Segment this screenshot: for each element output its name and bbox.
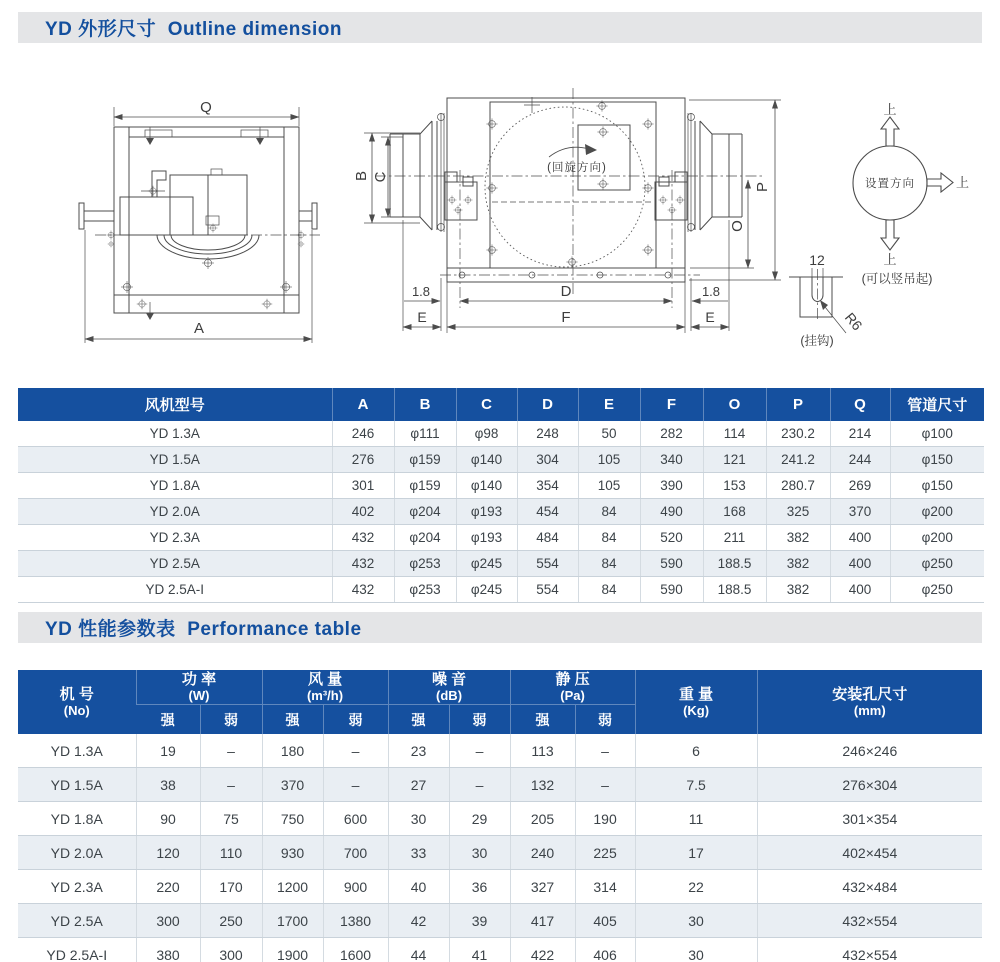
perf-cell: YD 1.3A <box>18 734 136 768</box>
orientation-center-label: 设置方向 <box>865 178 915 190</box>
perf-cell: 11 <box>635 802 757 836</box>
perf-col-power <box>136 670 262 705</box>
dim-cell: 241.2 <box>766 447 830 473</box>
perf-cell: 1600 <box>323 938 388 962</box>
dim-cell: 432 <box>332 551 394 577</box>
dim-col-header: B <box>394 388 456 421</box>
front-view-drawing <box>353 88 781 333</box>
performance-table-header <box>18 670 982 734</box>
dim-cell: 188.5 <box>703 551 766 577</box>
dim-cell: φ253 <box>394 551 456 577</box>
dim-cell: 84 <box>578 525 640 551</box>
perf-cell: 180 <box>262 734 323 768</box>
perf-cell: 30 <box>449 836 510 870</box>
section-title-outline <box>18 12 982 43</box>
dim-cell: φ204 <box>394 525 456 551</box>
perf-col-weight-unit: (Kg) <box>683 703 710 718</box>
dim-cell: 400 <box>830 525 890 551</box>
perf-cell: 29 <box>449 802 510 836</box>
dimension-table <box>18 388 984 603</box>
perf-cell: 600 <box>323 802 388 836</box>
perf-cell: – <box>449 734 510 768</box>
dim-cell: φ159 <box>394 473 456 499</box>
perf-cell: 314 <box>575 870 635 904</box>
perf-cell: 301×354 <box>757 802 982 836</box>
perf-cell: 1900 <box>262 938 323 962</box>
dim-cell: 244 <box>830 447 890 473</box>
perf-cell: 1200 <box>262 870 323 904</box>
dim-col-header: O <box>703 388 766 421</box>
perf-cell: – <box>575 768 635 802</box>
perf-col-weight-label: 重 量 <box>678 686 714 703</box>
dim-cell: φ245 <box>456 577 517 603</box>
perf-col-airflow-unit: (m³/h) <box>306 688 344 703</box>
perf-cell: 6 <box>635 734 757 768</box>
dim-header-row <box>18 388 984 421</box>
dim-label-f: F <box>561 309 571 326</box>
dim-cell: φ250 <box>890 577 984 603</box>
perf-cell: YD 1.5A <box>18 768 136 802</box>
perf-col-model-label: 机 号 <box>59 686 94 703</box>
dim-cell: 114 <box>703 421 766 447</box>
dim-cell: 269 <box>830 473 890 499</box>
perf-col-noise <box>388 670 510 705</box>
perf-cell: 205 <box>510 802 575 836</box>
dim-label-d: D <box>560 283 572 300</box>
perf-cell: 41 <box>449 938 510 962</box>
end-view-drawing <box>79 99 320 343</box>
perf-cell: 422 <box>510 938 575 962</box>
dim-cell: 282 <box>640 421 703 447</box>
dim-cell: 153 <box>703 473 766 499</box>
perf-cell: 402×454 <box>757 836 982 870</box>
dim-cell: φ193 <box>456 525 517 551</box>
dim-cell: 554 <box>517 551 578 577</box>
dim-cell: 248 <box>517 421 578 447</box>
perf-row <box>18 802 982 836</box>
orientation-right-label: 上 <box>956 175 970 190</box>
dim-label-gap-right: 1.8 <box>701 284 721 299</box>
up-arrow-icon <box>881 117 899 146</box>
perf-cell: 39 <box>449 904 510 938</box>
perf-cell: 17 <box>635 836 757 870</box>
dim-cell: φ250 <box>890 551 984 577</box>
dim-cell: 50 <box>578 421 640 447</box>
dim-label-e-left: E <box>417 309 427 325</box>
dim-cell: 121 <box>703 447 766 473</box>
dim-cell: 280.7 <box>766 473 830 499</box>
perf-col-model <box>18 670 136 734</box>
perf-col-power-unit: (W) <box>188 688 210 703</box>
perf-cell: 75 <box>200 802 262 836</box>
dim-cell: φ200 <box>890 525 984 551</box>
dim-cell: YD 2.5A <box>18 551 332 577</box>
perf-cell: 44 <box>388 938 449 962</box>
perf-cell: 370 <box>262 768 323 802</box>
dim-cell: 340 <box>640 447 703 473</box>
dim-cell: φ100 <box>890 421 984 447</box>
dim-cell: 382 <box>766 551 830 577</box>
perf-cell: 1380 <box>323 904 388 938</box>
perf-cell: YD 2.5A-I <box>18 938 136 962</box>
dim-cell: 400 <box>830 551 890 577</box>
perf-cell: 170 <box>200 870 262 904</box>
perf-sub-header: 弱 <box>200 705 262 735</box>
dim-cell: 354 <box>517 473 578 499</box>
dim-row <box>18 551 984 577</box>
dim-cell: YD 1.8A <box>18 473 332 499</box>
dim-cell: 276 <box>332 447 394 473</box>
perf-cell: 42 <box>388 904 449 938</box>
perf-cell: 900 <box>323 870 388 904</box>
perf-row <box>18 734 982 768</box>
perf-cell: 19 <box>136 734 200 768</box>
dim-row <box>18 473 984 499</box>
right-arrow-icon <box>927 173 953 192</box>
perf-cell: 132 <box>510 768 575 802</box>
perf-cell: 432×484 <box>757 870 982 904</box>
dim-cell: 454 <box>517 499 578 525</box>
perf-cell: 23 <box>388 734 449 768</box>
perf-sub-header: 弱 <box>323 705 388 735</box>
perf-row <box>18 938 982 962</box>
dim-cell: 590 <box>640 551 703 577</box>
perf-cell: 7.5 <box>635 768 757 802</box>
dim-cell: 304 <box>517 447 578 473</box>
dim-cell: 432 <box>332 577 394 603</box>
dim-cell: 211 <box>703 525 766 551</box>
dim-cell: YD 2.3A <box>18 525 332 551</box>
dim-col-header: E <box>578 388 640 421</box>
perf-cell: 276×304 <box>757 768 982 802</box>
perf-cell: – <box>449 768 510 802</box>
perf-col-weight <box>635 670 757 734</box>
dim-cell: 188.5 <box>703 577 766 603</box>
perf-col-pressure-unit: (Pa) <box>560 688 585 703</box>
dim-col-header: Q <box>830 388 890 421</box>
perf-sub-header: 弱 <box>575 705 635 735</box>
dim-cell: φ200 <box>890 499 984 525</box>
dim-cell: YD 2.5A-I <box>18 577 332 603</box>
perf-row <box>18 904 982 938</box>
dim-cell: φ140 <box>456 473 517 499</box>
perf-cell: 930 <box>262 836 323 870</box>
dim-cell: φ245 <box>456 551 517 577</box>
perf-sub-header: 强 <box>262 705 323 735</box>
dim-cell: 402 <box>332 499 394 525</box>
perf-cell: 432×554 <box>757 904 982 938</box>
dim-label-p: P <box>754 181 771 193</box>
dim-cell: 520 <box>640 525 703 551</box>
dim-label-o: O <box>729 220 746 232</box>
dimension-table-header <box>18 388 984 421</box>
dim-cell: 432 <box>332 525 394 551</box>
perf-cell: 30 <box>635 938 757 962</box>
perf-cell: 40 <box>388 870 449 904</box>
perf-cell: 225 <box>575 836 635 870</box>
dim-cell: φ159 <box>394 447 456 473</box>
hook-width-dim: 12 <box>809 252 825 268</box>
perf-sub-header: 强 <box>388 705 449 735</box>
dim-cell: 325 <box>766 499 830 525</box>
dim-cell: φ253 <box>394 577 456 603</box>
down-arrow-icon <box>881 220 899 250</box>
perf-cell: 30 <box>388 802 449 836</box>
perf-cell: YD 2.0A <box>18 836 136 870</box>
performance-table-body <box>18 734 982 962</box>
dim-col-header: 管道尺寸 <box>890 388 984 421</box>
perf-cell: – <box>200 768 262 802</box>
perf-cell: 246×246 <box>757 734 982 768</box>
perf-cell: 380 <box>136 938 200 962</box>
perf-col-mounting-label: 安装孔尺寸 <box>832 686 908 703</box>
dim-row <box>18 525 984 551</box>
technical-drawings <box>0 50 1000 365</box>
dim-cell: φ111 <box>394 421 456 447</box>
dim-cell: YD 2.0A <box>18 499 332 525</box>
dim-cell: 105 <box>578 473 640 499</box>
dim-cell: 390 <box>640 473 703 499</box>
dim-label-c: C <box>372 171 389 183</box>
dim-cell: 84 <box>578 499 640 525</box>
dim-cell: 382 <box>766 525 830 551</box>
dim-cell: 230.2 <box>766 421 830 447</box>
dim-col-header: C <box>456 388 517 421</box>
dim-cell: 84 <box>578 577 640 603</box>
perf-col-model-unit: (No) <box>63 703 90 718</box>
perf-cell: – <box>200 734 262 768</box>
perf-cell: 240 <box>510 836 575 870</box>
dim-col-header: P <box>766 388 830 421</box>
perf-row <box>18 768 982 802</box>
dimension-table-body <box>18 421 984 603</box>
hook-caption: (挂钩) <box>800 334 834 348</box>
perf-col-airflow <box>262 670 388 705</box>
dim-cell: 301 <box>332 473 394 499</box>
dim-cell: 105 <box>578 447 640 473</box>
dim-row <box>18 499 984 525</box>
section-title-performance <box>18 612 982 643</box>
perf-sub-header: 强 <box>136 705 200 735</box>
orientation-bottom-label: 上 <box>883 252 897 267</box>
perf-cell: YD 2.5A <box>18 904 136 938</box>
perf-cell: 417 <box>510 904 575 938</box>
perf-cell: 1700 <box>262 904 323 938</box>
perf-col-airflow-label: 风 量 <box>307 671 343 688</box>
orientation-top-label: 上 <box>883 102 897 117</box>
perf-col-noise-unit: (dB) <box>436 688 463 703</box>
dim-cell: 484 <box>517 525 578 551</box>
dim-cell: YD 1.3A <box>18 421 332 447</box>
dim-cell: φ193 <box>456 499 517 525</box>
dim-cell: φ204 <box>394 499 456 525</box>
perf-cell: – <box>323 734 388 768</box>
dim-cell: 382 <box>766 577 830 603</box>
perf-col-pressure <box>510 670 635 705</box>
perf-cell: 405 <box>575 904 635 938</box>
dim-cell: YD 1.5A <box>18 447 332 473</box>
dim-cell: 214 <box>830 421 890 447</box>
perf-cell: 110 <box>200 836 262 870</box>
perf-cell: 30 <box>635 904 757 938</box>
perf-cell: – <box>575 734 635 768</box>
perf-row <box>18 836 982 870</box>
dim-cell: φ150 <box>890 473 984 499</box>
perf-cell: 120 <box>136 836 200 870</box>
dim-cell: 370 <box>830 499 890 525</box>
dim-cell: φ150 <box>890 447 984 473</box>
perf-cell: 113 <box>510 734 575 768</box>
section-title-performance-text: YD 性能参数表 Performance table <box>45 619 362 640</box>
section-title-outline-text: YD 外形尺寸 Outline dimension <box>45 19 342 40</box>
performance-table <box>18 670 982 962</box>
orientation-diagram <box>853 102 969 286</box>
dim-label-a: A <box>193 320 205 337</box>
rotation-direction-note: (回旋方向) <box>547 162 607 174</box>
perf-col-mounting <box>757 670 982 734</box>
dim-row <box>18 421 984 447</box>
perf-row <box>18 870 982 904</box>
perf-cell: 750 <box>262 802 323 836</box>
perf-cell: 432×554 <box>757 938 982 962</box>
perf-cell: 300 <box>200 938 262 962</box>
dim-row <box>18 577 984 603</box>
dim-label-q: Q <box>200 99 212 116</box>
perf-cell: 300 <box>136 904 200 938</box>
hook-radius-dim: R6 <box>841 309 866 334</box>
dim-cell: 490 <box>640 499 703 525</box>
perf-cell: 190 <box>575 802 635 836</box>
perf-col-power-label: 功 率 <box>181 671 217 688</box>
perf-cell: 27 <box>388 768 449 802</box>
perf-col-pressure-label: 静 压 <box>555 671 590 688</box>
perf-col-noise-label: 噪 音 <box>431 671 467 688</box>
dim-cell: 590 <box>640 577 703 603</box>
perf-cell: 90 <box>136 802 200 836</box>
dim-col-header: F <box>640 388 703 421</box>
perf-sub-header: 弱 <box>449 705 510 735</box>
perf-cell: 22 <box>635 870 757 904</box>
dim-row <box>18 447 984 473</box>
perf-col-mounting-unit: (mm) <box>853 703 886 718</box>
dim-col-header: 风机型号 <box>18 388 332 421</box>
dim-label-gap-left: 1.8 <box>411 284 431 299</box>
dim-cell: φ140 <box>456 447 517 473</box>
dim-cell: φ98 <box>456 421 517 447</box>
orientation-caption: (可以竖吊起) <box>861 272 933 286</box>
perf-cell: – <box>323 768 388 802</box>
perf-cell: YD 2.3A <box>18 870 136 904</box>
hook-detail-drawing <box>789 252 866 348</box>
perf-cell: 38 <box>136 768 200 802</box>
dim-cell: 84 <box>578 551 640 577</box>
dim-label-e-right: E <box>705 309 715 325</box>
perf-cell: YD 1.8A <box>18 802 136 836</box>
perf-cell: 327 <box>510 870 575 904</box>
perf-cell: 250 <box>200 904 262 938</box>
dim-cell: 554 <box>517 577 578 603</box>
dim-col-header: D <box>517 388 578 421</box>
dim-label-b: B <box>353 170 370 182</box>
perf-cell: 36 <box>449 870 510 904</box>
perf-cell: 220 <box>136 870 200 904</box>
perf-sub-header: 强 <box>510 705 575 735</box>
dim-col-header: A <box>332 388 394 421</box>
perf-cell: 406 <box>575 938 635 962</box>
perf-cell: 33 <box>388 836 449 870</box>
dim-cell: 400 <box>830 577 890 603</box>
dim-cell: 246 <box>332 421 394 447</box>
dim-cell: 168 <box>703 499 766 525</box>
perf-cell: 700 <box>323 836 388 870</box>
